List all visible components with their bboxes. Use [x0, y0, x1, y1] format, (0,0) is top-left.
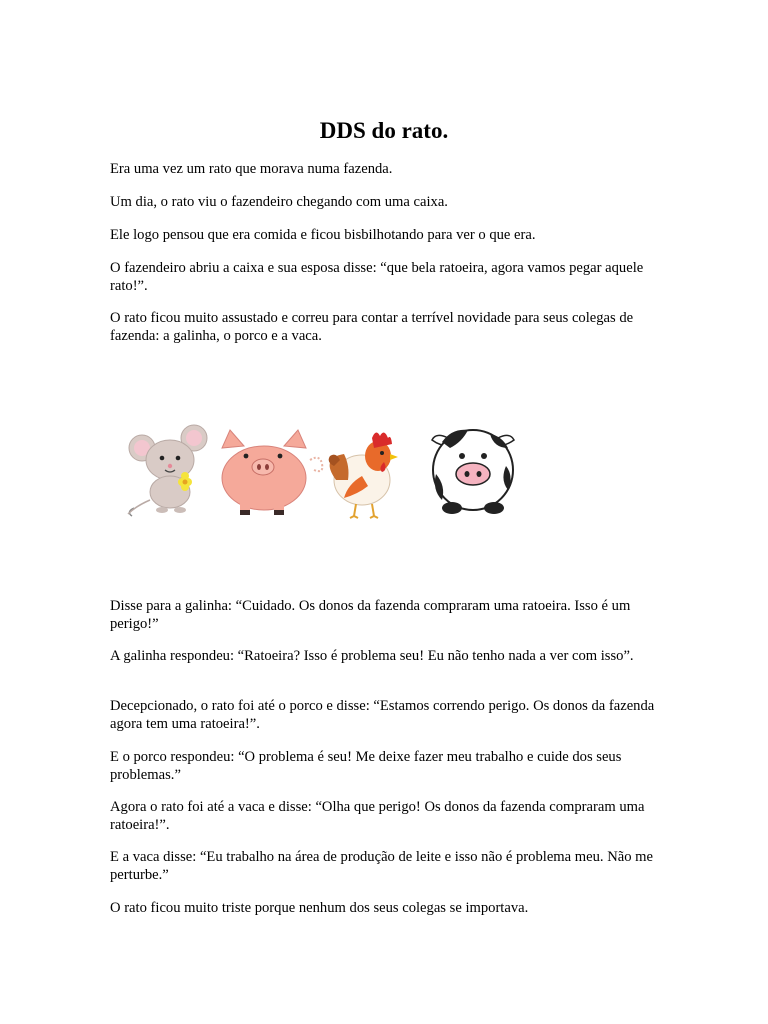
document-title: DDS do rato. — [319, 118, 449, 143]
chicken-icon — [329, 432, 398, 518]
paragraph: Agora o rato foi até a vaca e disse: “Olha que perigo! Os donos da fazenda compraram uma ratoeira!”. — [110, 799, 645, 833]
paragraph: Era uma vez um rato que morava numa fazenda. — [110, 161, 393, 177]
mouse-icon — [128, 425, 207, 516]
paragraph: O fazendeiro abriu a caixa e sua esposa disse: “que bela ratoeira, agora vamos pegar aquele rato!”. — [110, 260, 644, 294]
paragraph: Decepcionado, o rato foi até o porco e disse: “Estamos correndo perigo. Os donos da fazenda agora tem uma ratoeira!”. — [110, 698, 655, 732]
pig-icon — [222, 430, 322, 515]
cow-icon — [432, 430, 514, 514]
farm-animals-illustration — [122, 420, 522, 520]
paragraph: Um dia, o rato viu o fazendeiro chegando com uma caixa. — [110, 194, 448, 210]
paragraph: Disse para a galinha: “Cuidado. Os donos da fazenda compraram uma ratoeira. Isso é um perigo!” — [110, 598, 631, 632]
paragraph: O rato ficou muito assustado e correu para contar a terrível novidade para seus colegas de fazenda: a galinha, o porco e a vaca. — [110, 310, 634, 344]
paragraph: E o porco respondeu: “O problema é seu! Me deixe fazer meu trabalho e cuide dos seus problemas.” — [110, 749, 622, 783]
paragraph: Ele logo pensou que era comida e ficou bisbilhotando para ver o que era. — [110, 227, 536, 243]
paragraph: O rato ficou muito triste porque nenhum dos seus colegas se importava. — [110, 900, 529, 916]
paragraph: E a vaca disse: “Eu trabalho na área de produção de leite e isso não é problema meu. Não me perturbe.” — [110, 849, 653, 883]
paragraph: A galinha respondeu: “Ratoeira? Isso é problema seu! Eu não tenho nada a ver com isso”. — [110, 648, 634, 664]
